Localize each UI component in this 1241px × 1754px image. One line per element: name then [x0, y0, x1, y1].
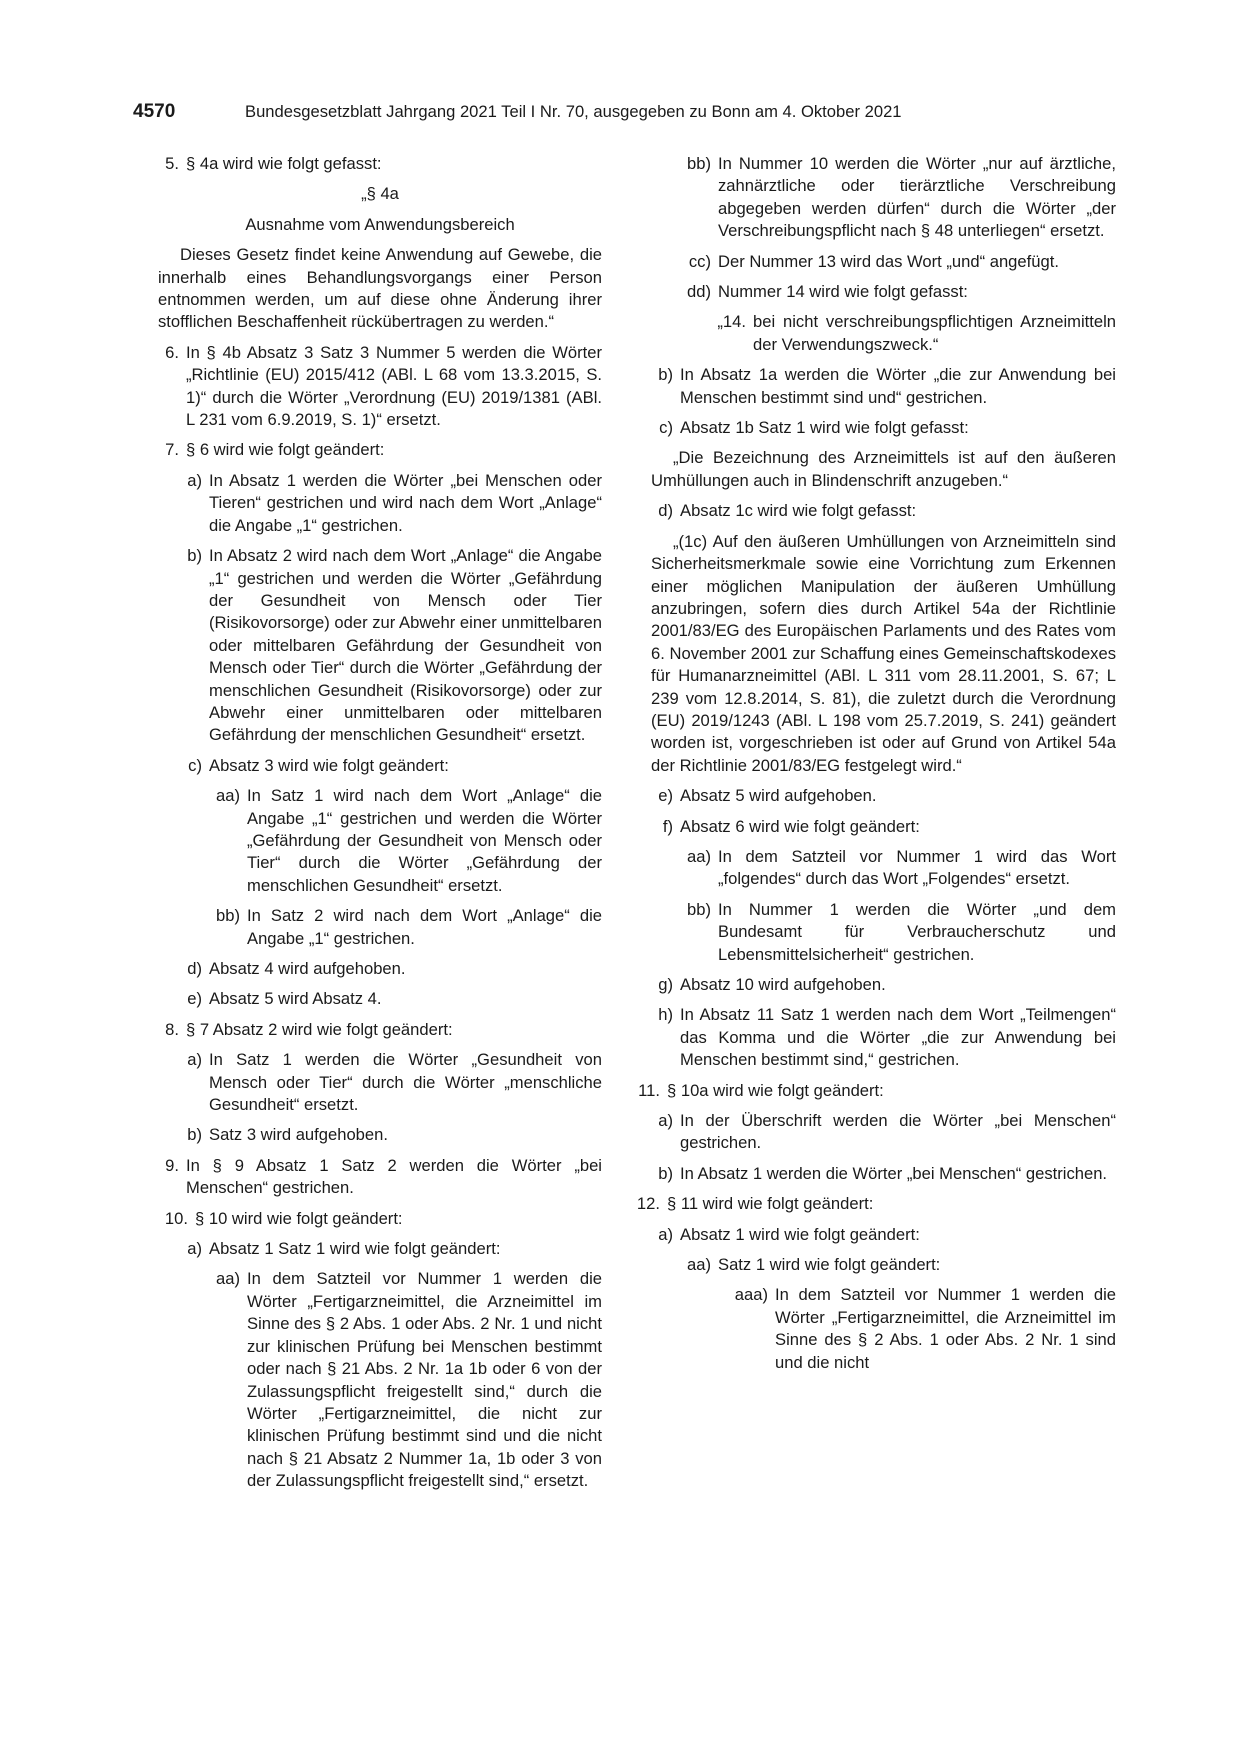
list-item-text: Absatz 1 wird wie folgt geändert: [680, 1224, 920, 1244]
list-item [187, 988, 602, 1010]
list-item-text: Der Nummer 13 wird das Wort „und“ angefügt. [718, 251, 1059, 271]
list-marker: b) [187, 1125, 202, 1145]
list-marker: 10. [164, 1208, 188, 1228]
list-item [658, 1004, 1116, 1071]
list-marker: h) [658, 1005, 673, 1025]
list-item [187, 545, 602, 747]
list-item [187, 1049, 602, 1116]
list-item [638, 1080, 1116, 1102]
list-item [165, 1155, 602, 1200]
running-title: Bundesgesetzblatt Jahrgang 2021 Teil I Nr. 70, ausgegeben zu Bonn am 4. Oktober 2021 [245, 102, 902, 121]
list-item-text: Absatz 1b Satz 1 wird wie folgt gefasst: [680, 418, 969, 438]
list-item-text: Absatz 6 wird wie folgt geändert: [680, 816, 920, 836]
list-item-text: In der Überschrift werden die Wörter „bei Menschen“ gestrichen. [680, 1111, 1116, 1153]
quoted-paragraph: „Die Bezeichnung des Arzneimittels ist auf den äußeren Umhüllungen auch in Blindenschrift anzugeben.“ [651, 448, 1116, 490]
list-item [165, 439, 602, 461]
list-marker: dd) [687, 282, 711, 302]
page-header [133, 101, 1003, 125]
list-item-text: In dem Satzteil vor Nummer 1 werden die Wörter „Fertigarzneimittel, die Arzneimittel im Sinne des § 2 Abs. 1 oder Abs. 2 Nr. 1 und nicht zur klinischen Prüfung bei Menschen bestimmt oder nach § 21 Abs. 2 Nr. 1a 1b oder 6 von der Zulassungspflicht freigestellt sind,“ durch die Wörter „Fertigarzneimittel, die nicht zur klinischen Prüfung bestimmt sind und die nicht nach § 21 Absatz 2 Nummer 1a, 1b oder 3 von der Zulassungspflicht freigestellt sind,“ ersetzt. [247, 1269, 602, 1491]
list-item [164, 1208, 602, 1230]
list-item-text: Absatz 5 wird aufgehoben. [680, 786, 877, 806]
list-item [187, 1124, 602, 1146]
list-item-text: In Absatz 1 werden die Wörter „bei Menschen“ gestrichen. [680, 1163, 1108, 1183]
list-item [658, 974, 1116, 996]
section-heading: Ausnahme vom Anwendungsbereich [245, 214, 515, 234]
list-item [187, 958, 602, 980]
list-item-text: In Absatz 1 werden die Wörter „bei Menschen oder Tieren“ gestrichen und wird nach dem Wort „Anlage“ die Angabe „1“ gestrichen. [209, 470, 602, 535]
list-item [717, 311, 1116, 356]
page-number: 4570 [133, 101, 176, 122]
list-item-text: In § 9 Absatz 1 Satz 2 werden die Wörter „bei Menschen“ gestrichen. [186, 1155, 602, 1198]
list-marker: cc) [688, 251, 711, 271]
list-item [216, 905, 602, 950]
list-item [687, 153, 1116, 243]
list-item [216, 785, 602, 897]
list-item [687, 1254, 1116, 1276]
list-marker: bb) [687, 899, 711, 919]
list-item-text: Absatz 3 wird wie folgt geändert: [209, 755, 449, 775]
list-item-text: In Absatz 2 wird nach dem Wort „Anlage“ die Angabe „1“ gestrichen und werden die Wörter „Gefährdung der Gesundheit von Mensch oder Tier (Risikovorsorge) oder zur Abwehr einer unmittelbaren oder mittelbaren Gefährdung der Gesundheit von Mensch oder Tier“ durch die Wörter „Gefährdung der menschlichen Gesundheit (Risikovorsorge) oder zur Abwehr einer unmittelbaren oder mittelbaren Gefährdung der menschlichen Gesundheit“ ersetzt. [209, 546, 602, 745]
list-marker: bb) [216, 906, 240, 926]
list-item [187, 1238, 602, 1260]
list-marker: aaa) [734, 1285, 768, 1305]
list-item [658, 785, 1116, 807]
list-marker: „14. [717, 312, 746, 332]
right-column [636, 153, 1116, 1382]
list-item-text: In Absatz 1a werden die Wörter „die zur Anwendung bei Menschen bestimmt sind und“ gestrichen. [680, 365, 1116, 407]
list-marker: a) [658, 1224, 673, 1244]
list-marker: g) [658, 975, 673, 994]
list-item [658, 1163, 1116, 1185]
list-item-text: bei nicht verschreibungspflichtigen Arzneimitteln der Verwendungszweck.“ [753, 312, 1116, 354]
list-marker: f) [662, 816, 673, 836]
list-marker: d) [187, 959, 202, 978]
list-item-text: Absatz 1 Satz 1 wird wie folgt geändert: [209, 1239, 501, 1259]
list-item [165, 1019, 602, 1041]
quoted-paragraph: „(1c) Auf den äußeren Umhüllungen von Arzneimitteln sind Sicherheitsmerkmale sowie eine Vorrichtung zum Erkennen einer möglichen Manipulation der äußeren Umhüllung anzubringen, sofern dies durch Artikel 54a der Richtlinie 2001/83/EG des Europäischen Parlaments und des Rates vom 6. November 2001 zur Schaffung eines Gemeinschaftskodexes für Humanarzneimittel (ABl. L 311 vom 28.11.2001, S. 67; L 239 vom 12.8.2014, S. 81), die zuletzt durch die Verordnung (EU) 2019/1243 (ABl. L 198 vom 25.7.2019, S. 241) geändert worden ist, vorgeschrieben ist oder auf Grund von Artikel 54a der Richtlinie 2001/83/EG festgelegt wird.“ [651, 531, 1116, 775]
list-item-text: In Satz 1 wird nach dem Wort „Anlage“ die Angabe „1“ gestrichen und werden die Wörter „Gefährdung der Gesundheit von Mensch oder Tier“ durch die Wörter „Gefährdung der menschlichen Gesundheit“ ersetzt. [247, 786, 602, 895]
list-item-text: In dem Satzteil vor Nummer 1 wird das Wort „folgendes“ durch das Wort „Folgendes“ ersetzt. [718, 846, 1116, 889]
list-item-text: In Satz 2 wird nach dem Wort „Anlage“ die Angabe „1“ gestrichen. [247, 906, 602, 948]
list-marker: 6. [165, 342, 179, 362]
section-heading: „§ 4a [361, 184, 399, 204]
list-marker: bb) [687, 154, 711, 173]
list-item [662, 816, 1116, 838]
list-item [187, 470, 602, 537]
list-marker: c) [188, 755, 202, 775]
list-item-text: In § 4b Absatz 3 Satz 3 Nummer 5 werden die Wörter „Richtlinie (EU) 2015/412 (ABl. L 68 vom 13.3.2015, S. 1)“ durch die Wörter „Verordnung (EU) 2019/1381 (ABl. L 231 vom 6.9.2019, S. 1)“ ersetzt. [186, 342, 602, 430]
list-item-text: Absatz 5 wird Absatz 4. [209, 989, 382, 1009]
list-item [658, 364, 1116, 409]
left-column [133, 153, 602, 1501]
list-item [687, 846, 1116, 891]
list-item-text: In Satz 1 werden die Wörter „Gesundheit von Mensch oder Tier“ durch die Wörter „menschliche Gesundheit“ ersetzt. [209, 1050, 602, 1115]
list-marker: b) [187, 546, 202, 566]
list-marker: e) [658, 786, 673, 806]
list-marker: 12. [636, 1194, 660, 1214]
list-item-text: § 11 wird wie folgt geändert: [667, 1194, 874, 1214]
list-item [165, 153, 602, 175]
list-marker: aa) [216, 786, 240, 806]
list-marker: 8. [165, 1019, 179, 1039]
list-item-text: Absatz 1c wird wie folgt gefasst: [680, 501, 917, 521]
list-marker: 7. [165, 440, 179, 460]
quoted-paragraph: Dieses Gesetz findet keine Anwendung auf Gewebe, die innerhalb eines Behandlungsvorgangs einer Person entnommen werden, um auf diese ohne Änderung ihrer stofflichen Beschaffenheit rückübertragen zu werden.“ [158, 245, 602, 332]
list-item-text: In dem Satzteil vor Nummer 1 werden die Wörter „Fertigarzneimittel, die Arzneimittel im Sinne des § 2 Abs. 1 oder Abs. 2 Nr. 1 sind und die nicht [775, 1285, 1116, 1372]
list-item-text: § 10a wird wie folgt geändert: [667, 1080, 884, 1100]
list-marker: e) [187, 989, 202, 1009]
list-item-text: Absatz 10 wird aufgehoben. [680, 975, 886, 994]
list-item-text: In Absatz 11 Satz 1 werden nach dem Wort „Teilmengen“ das Komma und die Wörter „die zur Anwendung bei Menschen bestimmt sind,“ gestrichen. [680, 1005, 1116, 1070]
list-item [658, 500, 1116, 522]
list-marker: aa) [216, 1269, 240, 1289]
list-marker: aa) [687, 1255, 711, 1275]
list-item [165, 342, 602, 432]
list-marker: a) [187, 1050, 202, 1070]
list-marker: aa) [687, 846, 711, 866]
list-item [658, 1224, 1116, 1246]
list-marker: a) [187, 470, 202, 490]
list-item-text: § 4a wird wie folgt gefasst: [186, 154, 382, 173]
list-item-text: Satz 1 wird wie folgt geändert: [718, 1255, 941, 1275]
list-marker: a) [187, 1239, 202, 1259]
list-marker: 5. [165, 154, 179, 173]
list-item-text: Satz 3 wird aufgehoben. [209, 1125, 388, 1145]
list-marker: d) [658, 501, 673, 521]
list-marker: c) [659, 418, 673, 438]
list-item [636, 1193, 1116, 1215]
list-item-text: § 6 wird wie folgt geändert: [186, 440, 385, 460]
list-marker: a) [658, 1111, 673, 1131]
list-item [658, 1110, 1116, 1155]
list-item [734, 1284, 1116, 1374]
list-item-text: § 7 Absatz 2 wird wie folgt geändert: [186, 1019, 453, 1039]
list-item-text: Nummer 14 wird wie folgt gefasst: [718, 282, 968, 302]
list-item-text: Absatz 4 wird aufgehoben. [209, 959, 406, 978]
list-item [687, 281, 1116, 303]
list-item [687, 899, 1116, 966]
list-item-text: In Nummer 10 werden die Wörter „nur auf ärztliche, zahnärztliche oder tierärztliche Verschreibung abgegeben werden dürfen“ durch die Wörter „der Verschreibungspflicht nach § 48 unterliegen“ ersetzt. [718, 154, 1116, 241]
list-item [216, 1268, 602, 1492]
list-marker: 11. [638, 1080, 660, 1100]
list-item [188, 755, 602, 777]
list-item-text: In Nummer 1 werden die Wörter „und dem Bundesamt für Verbraucherschutz und Lebensmittelsicherheit“ gestrichen. [718, 899, 1116, 964]
list-item [688, 251, 1116, 273]
list-marker: b) [658, 1163, 673, 1183]
list-marker: 9. [165, 1155, 179, 1175]
list-item [659, 417, 1116, 439]
list-marker: b) [658, 365, 673, 385]
list-item-text: § 10 wird wie folgt geändert: [195, 1208, 403, 1228]
